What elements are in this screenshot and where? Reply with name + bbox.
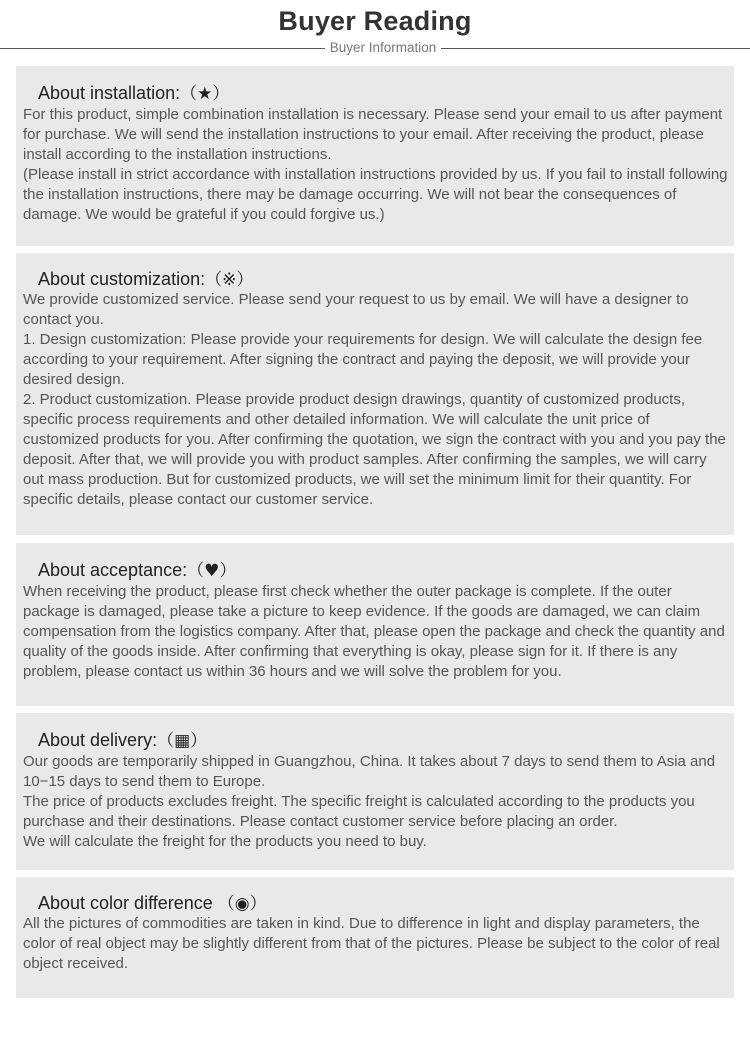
section-body bbox=[23, 290, 728, 510]
section-color-difference bbox=[16, 877, 734, 998]
paragraph: 1. Design customization: Please provide your requirements for design. We will calculate the design fee according to your requirement. After signing the contract and paying the deposit, we will provide your desired design. bbox=[23, 331, 703, 388]
paragraph: For this product, simple combination installation is necessary. Please send your email to us after payment for purchase. We will send the installation instructions to your email. After receiving the product, please install according to the installation instructions. bbox=[23, 106, 723, 163]
paragraph: When receiving the product, please first check whether the outer package is complete. If the outer package is damaged, please take a picture to keep evidence. If the goods are damaged, we can claim compensation from the logistics company. After that, please open the package and check the quantity and quality of the goods inside. After confirming that everything is okay, please sign for it. If there is any problem, please contact us within 36 hours and we will solve the problem for you. bbox=[23, 583, 725, 680]
heart-icon: （♥） bbox=[187, 561, 237, 581]
paragraph: Our goods are temporarily shipped in Guangzhou, China. It takes about 7 days to send them to Asia and 10−15 days to send them to Europe. bbox=[23, 753, 716, 790]
eye-icon: （◉） bbox=[217, 894, 267, 914]
section-heading bbox=[38, 889, 267, 914]
paragraph: 2. Product customization. Please provide product design drawings, quantity of customized products, specific process requirements and other detailed information. We will calculate the unit price of customized products for you. After confirming the quotation, we sign the contract with you and you pay the deposit. After that, we will provide you with product samples. After confirming the samples, we will carry out mass production. But for customized products, we will set the minimum limit for their quantity. For specific details, please contact our customer service. bbox=[23, 391, 726, 508]
section-heading bbox=[38, 556, 236, 581]
section-title: About customization: bbox=[38, 269, 206, 289]
section-body bbox=[23, 914, 728, 974]
section-heading bbox=[38, 265, 253, 290]
section-body bbox=[23, 105, 728, 225]
subtitle-divider-right bbox=[441, 48, 750, 49]
section-acceptance bbox=[16, 543, 734, 706]
paragraph: The price of products excludes freight. The specific freight is calculated according to the products you purchase and their destinations. Please contact customer service before placing an order. bbox=[23, 793, 695, 830]
section-title: About installation: bbox=[38, 83, 181, 103]
paragraph: We will calculate the freight for the products you need to buy. bbox=[23, 833, 427, 850]
section-heading bbox=[38, 726, 207, 751]
section-title: About delivery: bbox=[38, 730, 158, 750]
subtitle-divider-left bbox=[0, 48, 325, 49]
package-icon: （▦） bbox=[157, 731, 208, 751]
section-title: About color difference bbox=[38, 893, 213, 913]
page-subtitle: Buyer Information bbox=[329, 40, 437, 55]
section-title: About acceptance: bbox=[38, 560, 188, 580]
paragraph: All the pictures of commodities are taken in kind. Due to difference in light and display parameters, the color of real object may be slightly different from that of the pictures. Please be subject to the color of real object received. bbox=[23, 915, 720, 972]
paragraph: We provide customized service. Please send your request to us by email. We will have a designer to contact you. bbox=[23, 291, 689, 328]
reference-mark-icon: （※） bbox=[205, 270, 254, 290]
section-customization bbox=[16, 253, 734, 535]
section-heading bbox=[38, 79, 229, 104]
section-installation bbox=[16, 66, 734, 246]
paragraph: (Please install in strict accordance with installation instructions provided by us. If you fail to install following the installation instructions, there may be damage occurring. We will not bear the consequences of damage. We would be grateful if you could forgive us.) bbox=[23, 166, 728, 223]
star-icon: （★） bbox=[180, 84, 230, 104]
section-delivery bbox=[16, 713, 734, 870]
section-body bbox=[23, 752, 728, 852]
page-title: Buyer Reading bbox=[278, 6, 472, 36]
subtitle-row bbox=[0, 40, 750, 58]
section-body bbox=[23, 582, 728, 682]
